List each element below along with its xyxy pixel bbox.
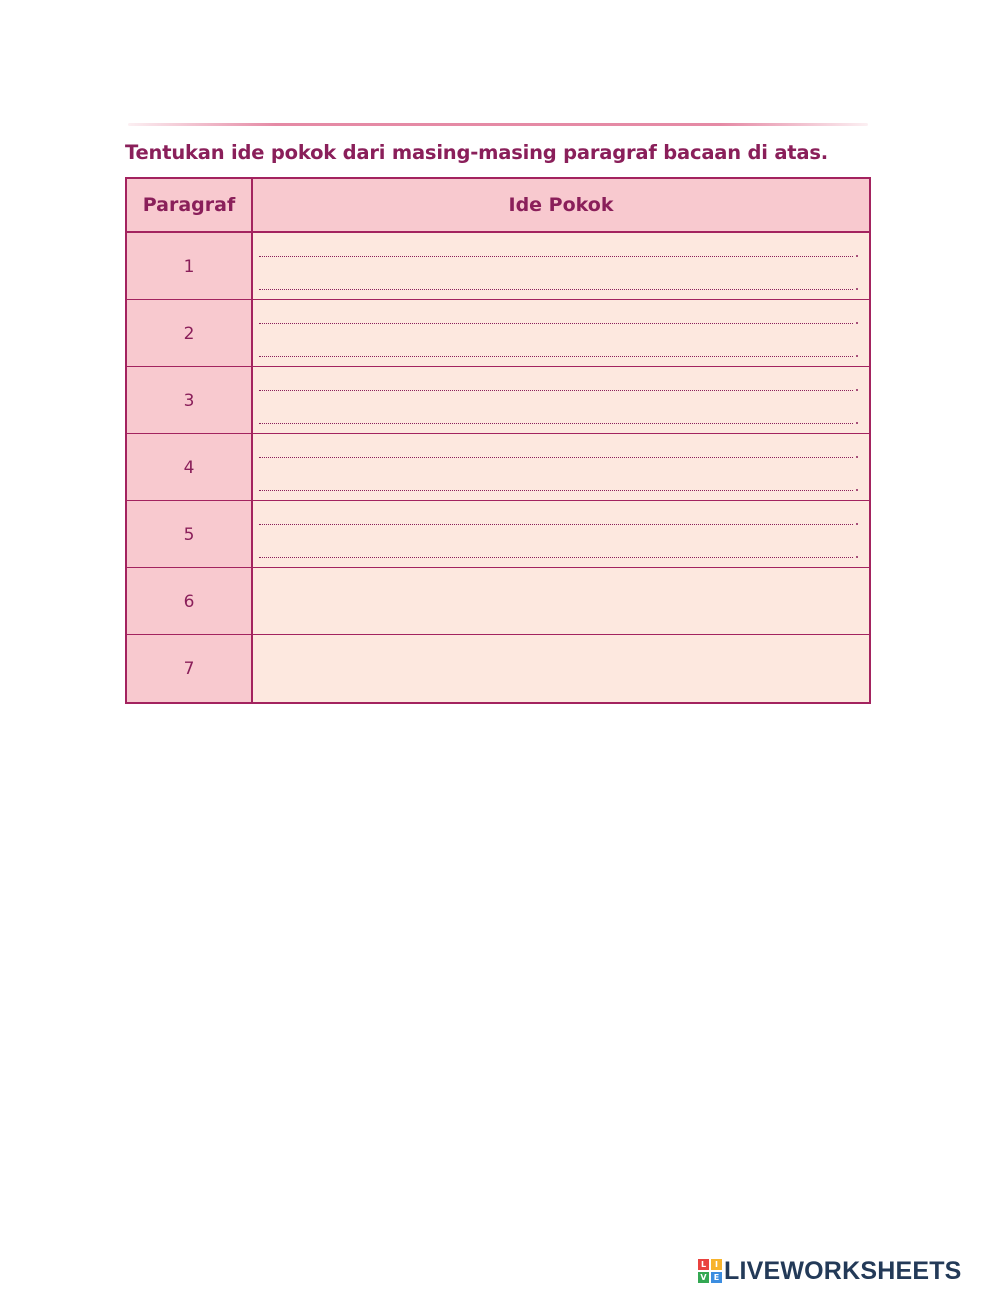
table-row (127, 568, 869, 635)
brand-mark-letter: I (711, 1259, 722, 1270)
dotted-answer-line (259, 356, 853, 357)
paragraph-number: 7 (127, 635, 251, 702)
main-ideas-table (125, 177, 871, 704)
header-paragraf: Paragraf (142, 194, 236, 216)
main-idea-answer-cell[interactable] (253, 233, 869, 300)
brand-mark-letter: V (698, 1272, 709, 1283)
brand-name: LIVEWORKSHEETS (724, 1256, 962, 1285)
top-decorative-rule (128, 123, 868, 126)
paragraph-number: 2 (127, 300, 251, 367)
liveworksheets-logo (698, 1256, 962, 1286)
paragraph-number: 4 (127, 434, 251, 501)
dotted-answer-line (259, 457, 853, 458)
dotted-answer-line (259, 256, 853, 257)
table-row (127, 501, 869, 568)
table-header-row (127, 179, 869, 233)
brand-mark-letter: E (711, 1272, 722, 1283)
table-row (127, 300, 869, 367)
brand-mark-letter: L (698, 1259, 709, 1270)
paragraph-number: 6 (127, 568, 251, 635)
table-row (127, 367, 869, 434)
main-idea-answer-cell[interactable] (253, 367, 869, 434)
column-divider (251, 179, 253, 702)
dotted-answer-line (259, 524, 853, 525)
dotted-answer-line (259, 323, 853, 324)
main-idea-answer-cell[interactable] (253, 501, 869, 568)
header-ide-pokok: Ide Pokok (508, 194, 614, 216)
dotted-answer-line (259, 557, 853, 558)
dotted-answer-line (259, 390, 853, 391)
main-idea-answer-cell[interactable] (253, 635, 869, 702)
paragraph-number: 5 (127, 501, 251, 568)
dotted-answer-line (259, 423, 853, 424)
main-idea-answer-cell[interactable] (253, 568, 869, 635)
dotted-answer-line (259, 490, 853, 491)
paragraph-number: 1 (127, 233, 251, 300)
paragraph-number: 3 (127, 367, 251, 434)
main-idea-answer-cell[interactable] (253, 434, 869, 501)
dotted-answer-line (259, 289, 853, 290)
instruction-text: Tentukan ide pokok dari masing-masing paragraf bacaan di atas. (125, 141, 828, 164)
table-row (127, 635, 869, 702)
main-idea-answer-cell[interactable] (253, 300, 869, 367)
table-row (127, 233, 869, 300)
liveworksheets-mark-icon (698, 1259, 722, 1283)
table-row (127, 434, 869, 501)
